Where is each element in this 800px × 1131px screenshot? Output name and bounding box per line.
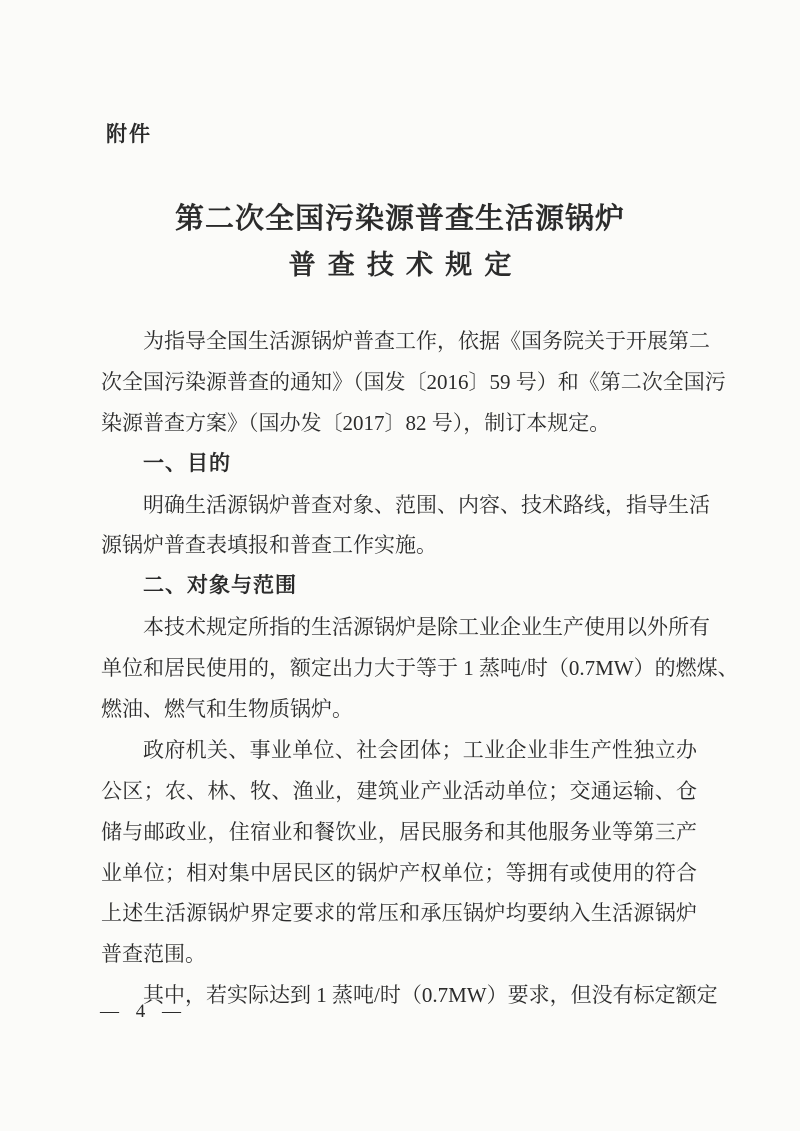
- document-title: [0, 196, 800, 288]
- body-line: 普查范围。: [101, 942, 206, 967]
- body-line: 其中，若实际达到 1 蒸吨/时（0.7MW）要求，但没有标定额定: [143, 983, 718, 1008]
- body-line: 本技术规定所指的生活源锅炉是除工业企业生产使用以外所有: [143, 615, 710, 640]
- section-heading: 二、对象与范围: [143, 574, 297, 598]
- document-body: [101, 321, 739, 1016]
- attachment-label: 附件: [106, 123, 152, 146]
- body-line: 单位和居民使用的，额定出力大于等于 1 蒸吨/时（0.7MW）的燃煤、: [101, 656, 739, 681]
- body-line: 公区；农、林、牧、渔业，建筑业产业活动单位；交通运输、仓: [101, 778, 697, 803]
- body-line: 储与邮政业，住宿业和餐饮业，居民服务和其他服务业等第三产: [101, 819, 697, 844]
- body-line: 上述生活源锅炉界定要求的常压和承压锅炉均要纳入生活源锅炉: [101, 901, 697, 926]
- document-title-line1: 第二次全国污染源普查生活源锅炉: [174, 203, 625, 235]
- body-line: 染源普查方案》（国办发〔2017〕82 号），制订本规定。: [101, 410, 611, 435]
- body-line: 燃油、燃气和生物质锅炉。: [101, 697, 353, 722]
- body-line: 次全国污染源普查的通知》（国发〔2016〕59 号）和《第二次全国污: [101, 369, 726, 394]
- document-title-line2: 普查技术规定: [288, 250, 524, 280]
- body-line: 明确生活源锅炉普查对象、范围、内容、技术路线，指导生活: [143, 492, 710, 517]
- body-line: 为指导全国生活源锅炉普查工作，依据《国务院关于开展第二: [143, 329, 710, 353]
- body-line: 政府机关、事业单位、社会团体；工业企业非生产性独立办: [143, 737, 697, 762]
- body-line: 源锅炉普查表填报和普查工作实施。: [101, 533, 437, 558]
- body-line: 业单位；相对集中居民区的锅炉产权单位；等拥有或使用的符合: [101, 860, 697, 885]
- section-heading: 一、目的: [143, 451, 231, 475]
- page-number: — 4 —: [100, 1001, 187, 1022]
